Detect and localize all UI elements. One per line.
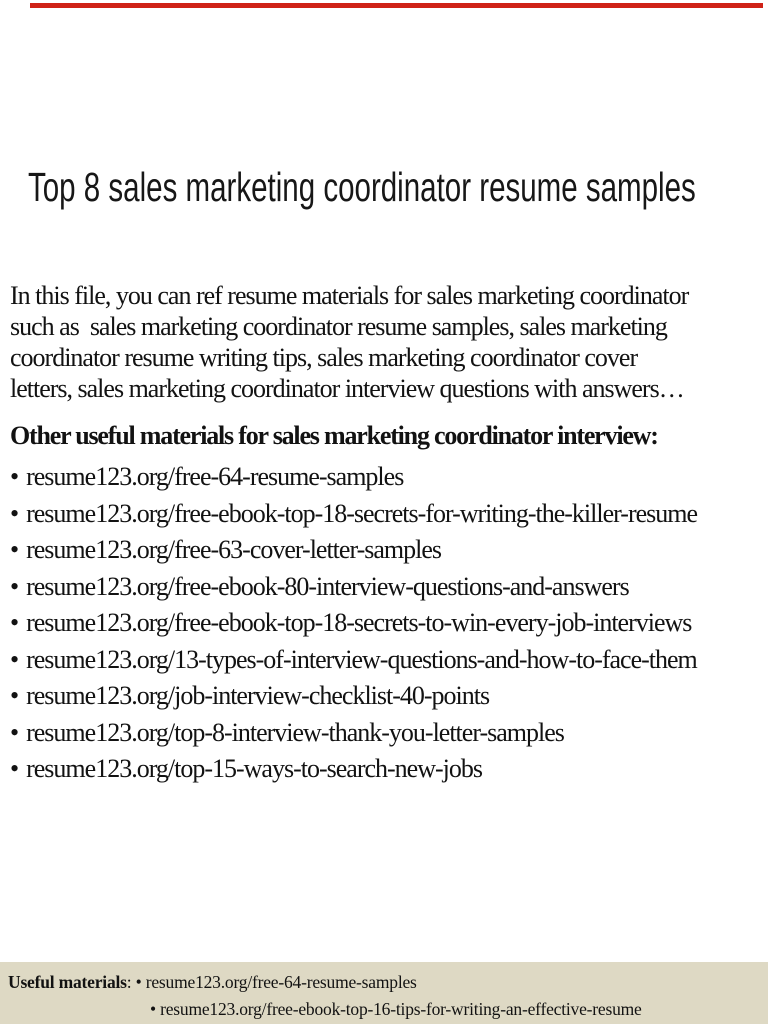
list-item — [10, 569, 697, 606]
link-text: resume123.org/free-ebook-top-18-secrets-to-win-every-job-interviews — [26, 608, 692, 637]
footer-line-1 — [8, 971, 417, 993]
bullet-icon: • — [10, 717, 20, 747]
bullet-icon: • — [10, 462, 20, 491]
footer-item-2: • resume123.org/free-ebook-top-16-tips-for-writing-an-effective-resume — [150, 999, 642, 1019]
bullet-icon: • — [10, 498, 20, 528]
link-text: resume123.org/top-15-ways-to-search-new-jobs — [26, 754, 482, 783]
bullet-icon: • — [10, 535, 20, 564]
links-list — [10, 459, 697, 788]
footer-item-1: • resume123.org/free-64-resume-samples — [135, 972, 417, 992]
list-item — [10, 751, 697, 788]
top-accent-line — [30, 3, 763, 8]
bullet-icon: • — [10, 681, 20, 710]
list-item — [10, 459, 697, 496]
intro-paragraph — [10, 280, 688, 404]
link-text: resume123.org/free-64-resume-samples — [26, 462, 404, 491]
bullet-icon: • — [10, 754, 20, 783]
footer-bar — [0, 962, 768, 1024]
footer-label: Useful materials — [8, 972, 127, 992]
bullet-icon: • — [10, 644, 20, 674]
intro-line: In this file, you can ref resume materials for sales marketing coordinator — [10, 281, 689, 310]
intro-line: coordinator resume writing tips, sales marketing coordinator cover — [10, 343, 638, 372]
list-item — [10, 532, 697, 569]
slide-title: Top 8 sales marketing coordinator resume samples — [28, 164, 696, 210]
bullet-icon: • — [10, 571, 20, 601]
list-item — [10, 605, 697, 642]
link-text: resume123.org/top-8-interview-thank-you-letter-samples — [26, 717, 564, 747]
link-text: resume123.org/job-interview-checklist-40-points — [26, 681, 490, 710]
list-item — [10, 678, 697, 715]
link-text: resume123.org/free-ebook-top-18-secrets-for-writing-the-killer-resume — [26, 498, 698, 528]
link-text: resume123.org/13-types-of-interview-questions-and-how-to-face-them — [26, 644, 697, 674]
list-item — [10, 496, 697, 533]
list-item — [10, 642, 697, 679]
section-heading: Other useful materials for sales marketing coordinator interview: — [10, 421, 658, 450]
footer-separator: : — [126, 972, 136, 992]
intro-line: letters, sales marketing coordinator interview questions with answers… — [10, 374, 684, 403]
link-text: resume123.org/free-63-cover-letter-samples — [26, 535, 442, 564]
link-text: resume123.org/free-ebook-80-interview-questions-and-answers — [26, 571, 629, 601]
list-item — [10, 715, 697, 752]
intro-line: such as sales marketing coordinator resume samples, sales marketing — [10, 312, 667, 341]
bullet-icon: • — [10, 608, 20, 637]
